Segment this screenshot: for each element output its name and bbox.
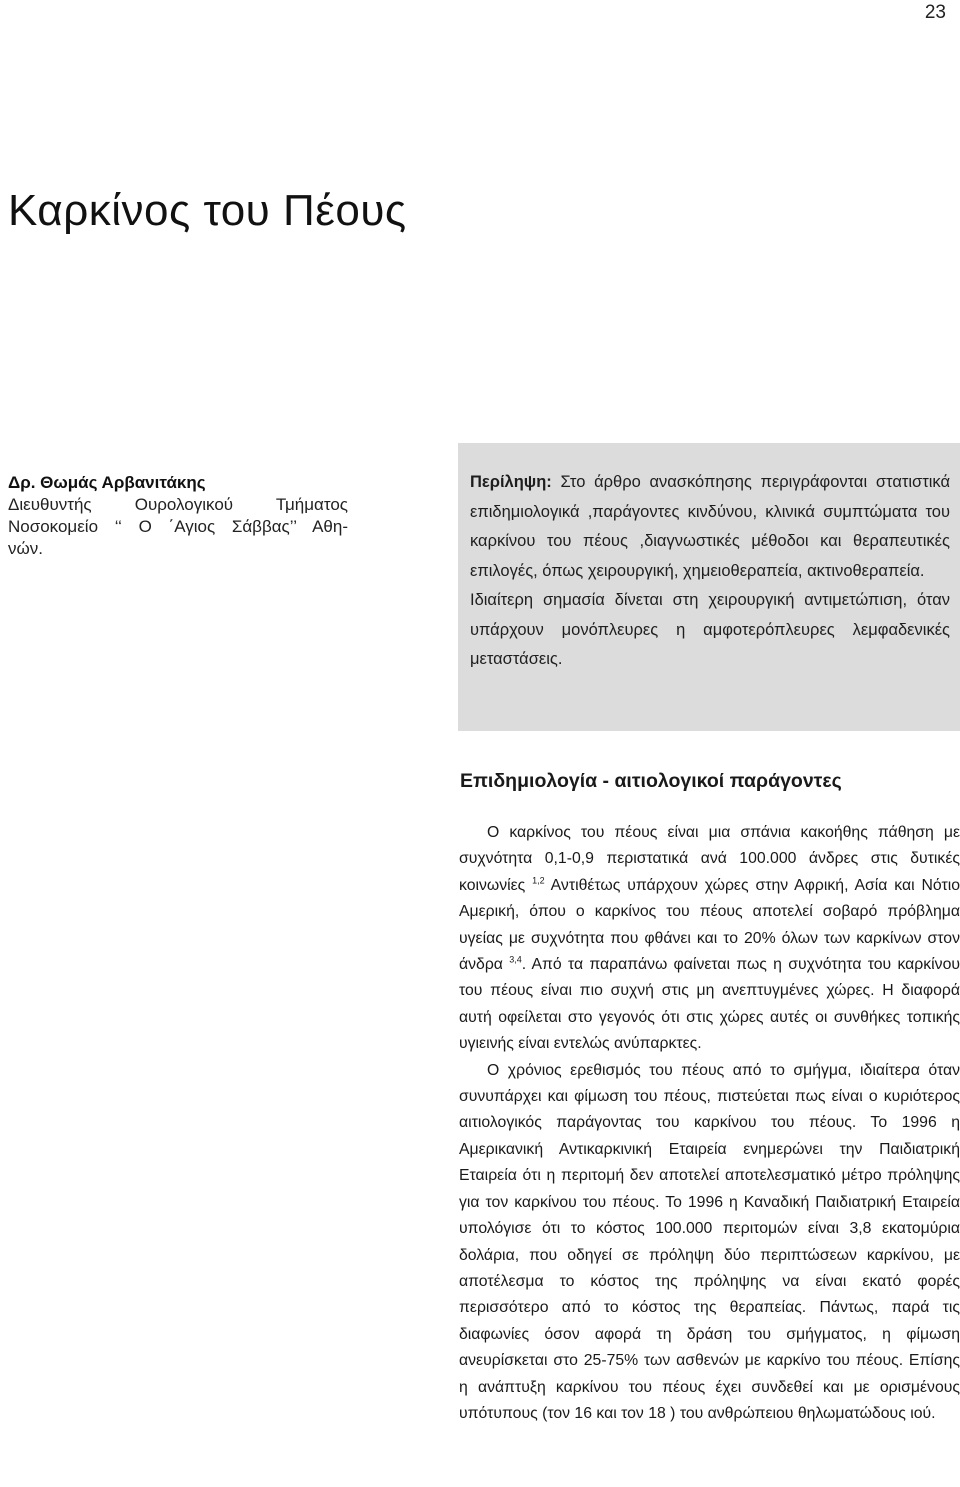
author-block <box>8 472 348 560</box>
body-p1-text-a: Ο καρκίνος του πέους είναι μια σπάνια κακοήθης πάθηση με συχνότητα 0,1-0,9 περιστατικά ανά 100.000 άνδρες στις δυτικές κοινωνίες <box>459 824 960 894</box>
abstract-label: Περίληψη: <box>470 473 552 491</box>
body-paragraph-1 <box>459 820 960 1058</box>
author-name: Δρ. Θωμάς Αρβανιτάκης <box>8 473 206 492</box>
citation-1-2: 1,2 <box>532 875 545 886</box>
abstract-box <box>458 443 960 731</box>
citation-3-4: 3,4 <box>509 954 522 965</box>
author-hospital: Νοσοκομείο ‘‘ Ο ΄Αγιος Σάββας’’ Αθη- <box>8 517 348 536</box>
author-city: νών. <box>8 539 43 558</box>
abstract-paragraph-2: Ιδιαίτερη σημασία δίνεται στη χειρουργική αντιμετώπιση, όταν υπάρχουν μονόπλευρες η αμφοτερόπλευρες λεμφαδενικές μεταστάσεις. <box>470 591 950 668</box>
author-position: Διευθυντής Ουρολογικού Τμήματος <box>8 495 348 514</box>
section-heading: Επιδημιολογία - αιτιολογικοί παράγοντες <box>460 770 842 792</box>
page-number: 23 <box>924 2 946 23</box>
body-paragraph-2: Ο χρόνιος ερεθισμός του πέους από το σμήγμα, ιδιαίτερα όταν συνυπάρχει και φίμωση του πέους, πιστεύεται πως είναι ο κυριότερος αιτιολογικός παράγοντας του καρκίνου του πέους. Το 1996 η Αμερικανική Αντικαρκινική Εταιρεία ενημερώνει την Παιδιατρική Εταιρεία ότι η περιτομή δεν αποτελεί αποτελεσματικό μέτρο πρόληψης για τον καρκίνου του πέους. Το 1996 η Καναδική Παιδιατρική Εταιρεία υπολόγισε ότι το κόστος 100.000 περιτομών είναι 3,8 εκατομύρια δολάρια, που οδηγεί σε πρόληψη δύο περιπτώσεων καρκίνου, με αποτέλεσμα το κόστος της πρόληψης να είναι εκατό φορές περισσότερο από το κόστος της θεραπείας. Πάντως, παρά τις διαφωνίες όσον αφορά τη δράση του σμήγματος, η φίμωση ανευρίσκεται στο 25-75% των ασθενών με καρκίνο του πέους. Επίσης η ανάπτυξη καρκίνου του πέους έχει συνδεθεί και με ορισμένους υπότυπους (τον 16 και τον 18 ) του ανθρώπειου θηλωματώδους ιού. <box>459 1061 960 1422</box>
body-p1-text-c: . Από τα παραπάνω φαίνεται πως η συχνότητα του καρκίνου του πέους είναι πιο συχνή στις μη ανεπτυγμένες χώρες. Η διαφορά αυτή οφείλεται στο γεγονός ότι στις χώρες αυτές οι συνθήκες τοπικής υγιεινής είναι εντελώς ανύπαρκτες. <box>459 956 960 1053</box>
body-p1-text-b: Αντιθέτως υπάρχουν χώρες στην Αφρική, Ασία και Νότιο Αμερική, όπου ο καρκίνος του πέους αποτελεί σοβαρό πρόβλημα υγείας με συχνότητα που φθάνει και το 20% όλων των καρκίνων στον άνδρα <box>459 876 960 974</box>
article-title: Καρκίνος του Πέους <box>8 186 407 235</box>
abstract-text: Στο άρθρο ανασκόπησης περιγράφονται στατιστικά επιδημιολογικά ,παράγοντες κινδύνου, κλινικά συμπτώματα του καρκίνου του πέους ,διαγνωστικές μέθοδοι και θεραπευτικές επιλογές, όπως χειρουργική, χημειοθεραπεία, ακτινοθεραπεία. <box>470 473 950 580</box>
abstract-paragraph <box>470 468 950 586</box>
section-body <box>459 820 960 1427</box>
